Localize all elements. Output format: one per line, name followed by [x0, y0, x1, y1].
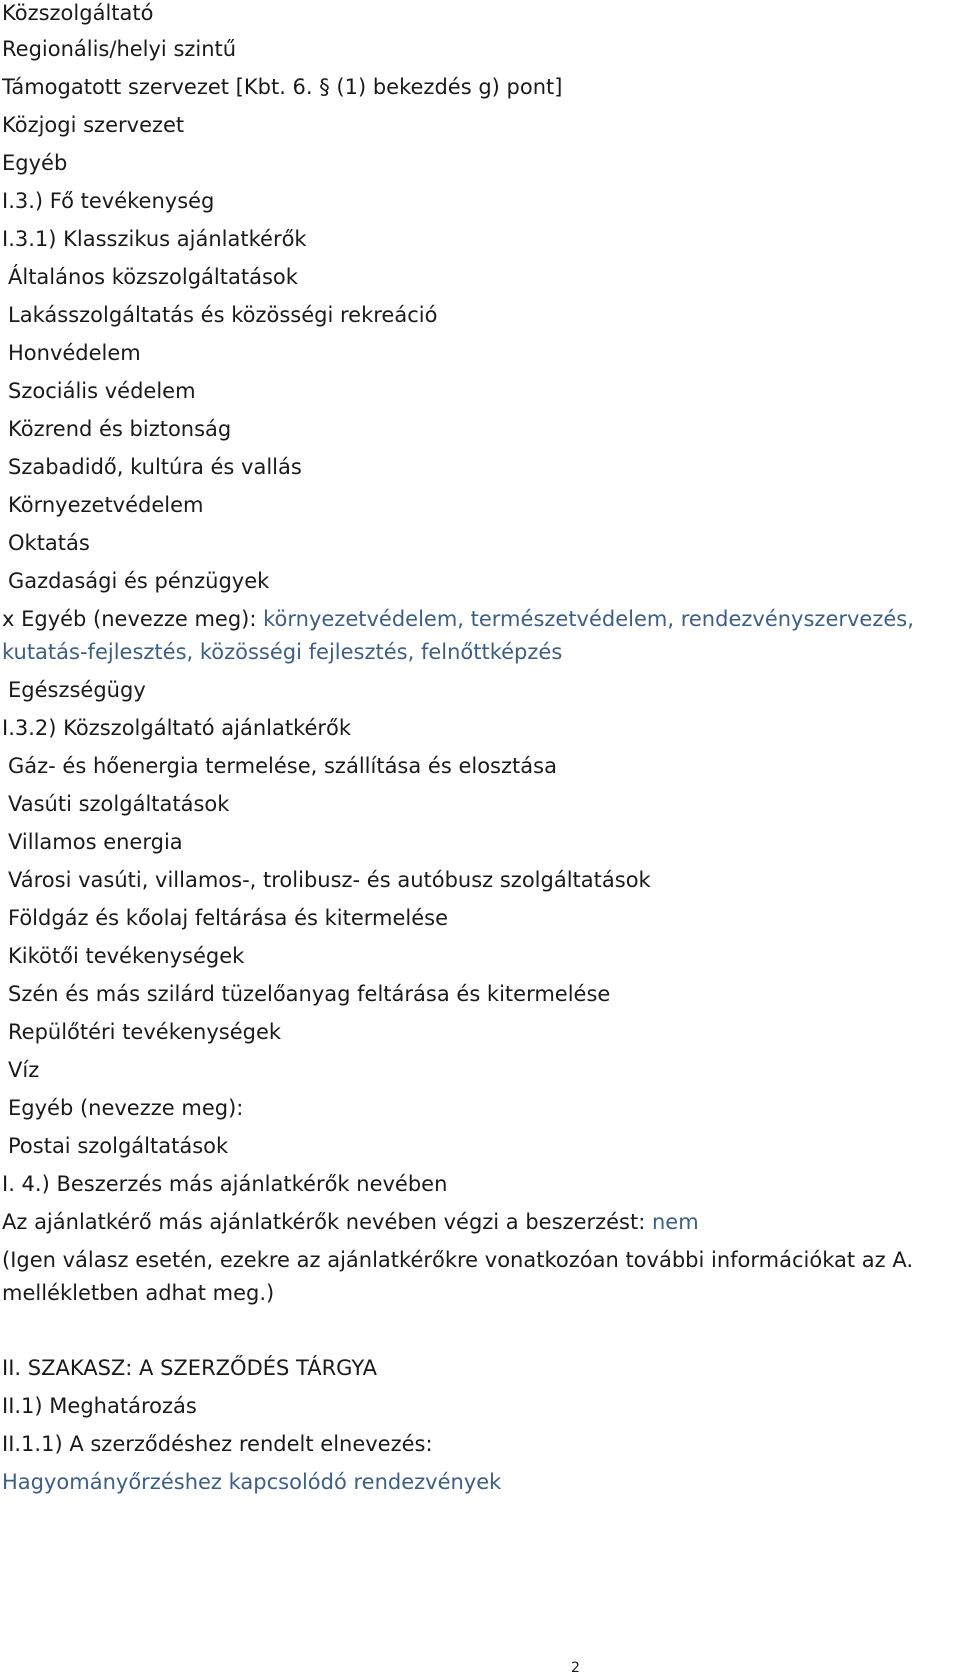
classic-item: Lakásszolgáltatás és közösségi rekreáció: [8, 303, 438, 327]
heading-section-4: I. 4.) Beszerzés más ajánlatkérők nevében: [2, 1172, 448, 1196]
other-selected-value: környezetvédelem, természetvédelem, rendezvényszervezés,: [263, 607, 914, 631]
option-tamogatott: Támogatott szervezet [Kbt. 6. § (1) bekezdés g) pont]: [2, 75, 563, 99]
annex-note-cont: mellékletben adhat meg.): [2, 1281, 275, 1305]
utility-item: Szén és más szilárd tüzelőanyag feltárása és kitermelése: [8, 982, 611, 1006]
utility-item: Repülőtéri tevékenységek: [8, 1020, 282, 1044]
utility-item: Gáz- és hőenergia termelése, szállítása és elosztása: [8, 754, 557, 778]
utility-item: Földgáz és kőolaj feltárása és kitermelése: [8, 906, 449, 930]
classic-item: Oktatás: [8, 531, 90, 555]
other-selected-prefix: x Egyéb (nevezze meg):: [2, 607, 264, 631]
utility-item: Egyéb (nevezze meg):: [8, 1096, 244, 1120]
heading-main-activity: I.3.) Fő tevékenység: [2, 189, 215, 213]
utility-item: Postai szolgáltatások: [8, 1134, 229, 1158]
contract-title-value: Hagyományőrzéshez kapcsolódó rendezvények: [2, 1470, 502, 1494]
classic-item: Környezetvédelem: [8, 493, 204, 517]
heading-contract-title: II.1.1) A szerződéshez rendelt elnevezés:: [2, 1432, 433, 1456]
heading-classic: I.3.1) Klasszikus ajánlatkérők: [2, 227, 307, 251]
heading-utilities: I.3.2) Közszolgáltató ajánlatkérők: [2, 716, 352, 740]
classic-item: Gazdasági és pénzügyek: [8, 569, 270, 593]
utility-item: Városi vasúti, villamos-, trolibusz- és autóbusz szolgáltatások: [8, 868, 651, 892]
utility-item: Vasúti szolgáltatások: [8, 792, 230, 816]
option-kozszolgaltato: Közszolgáltató: [2, 1, 154, 25]
heading-definition: II.1) Meghatározás: [2, 1394, 197, 1418]
utility-item: Kikötői tevékenységek: [8, 944, 245, 968]
classic-item: Honvédelem: [8, 341, 141, 365]
classic-item: Közrend és biztonság: [8, 417, 232, 441]
classic-item: Szociális védelem: [8, 379, 196, 403]
classic-item: Szabadidő, kultúra és vallás: [8, 455, 302, 479]
classic-item-health: Egészségügy: [8, 678, 146, 702]
other-selected-value-cont: kutatás-fejlesztés, közösségi fejlesztés, felnőttképzés: [2, 640, 563, 664]
heading-section-2: II. SZAKASZ: A SZERZŐDÉS TÁRGYA: [2, 1356, 377, 1380]
purchase-on-behalf-question: Az ajánlatkérő más ajánlatkérők nevében végzi a beszerzést:: [2, 1210, 652, 1234]
annex-note: (Igen válasz esetén, ezekre az ajánlatkérőkre vonatkozóan további információkat az A.: [2, 1248, 914, 1272]
classic-item: Általános közszolgáltatások: [8, 265, 298, 289]
option-egyeb: Egyéb: [2, 151, 68, 175]
purchase-on-behalf-answer: nem: [652, 1210, 699, 1234]
utility-item: Víz: [8, 1058, 40, 1082]
option-kozjogi: Közjogi szervezet: [2, 113, 185, 137]
purchase-on-behalf-line: [2, 1209, 699, 1235]
page-number: 2: [571, 1660, 580, 1676]
other-selected-line: [2, 606, 914, 632]
utility-item: Villamos energia: [8, 830, 183, 854]
option-regionalis: Regionális/helyi szintű: [2, 37, 237, 61]
